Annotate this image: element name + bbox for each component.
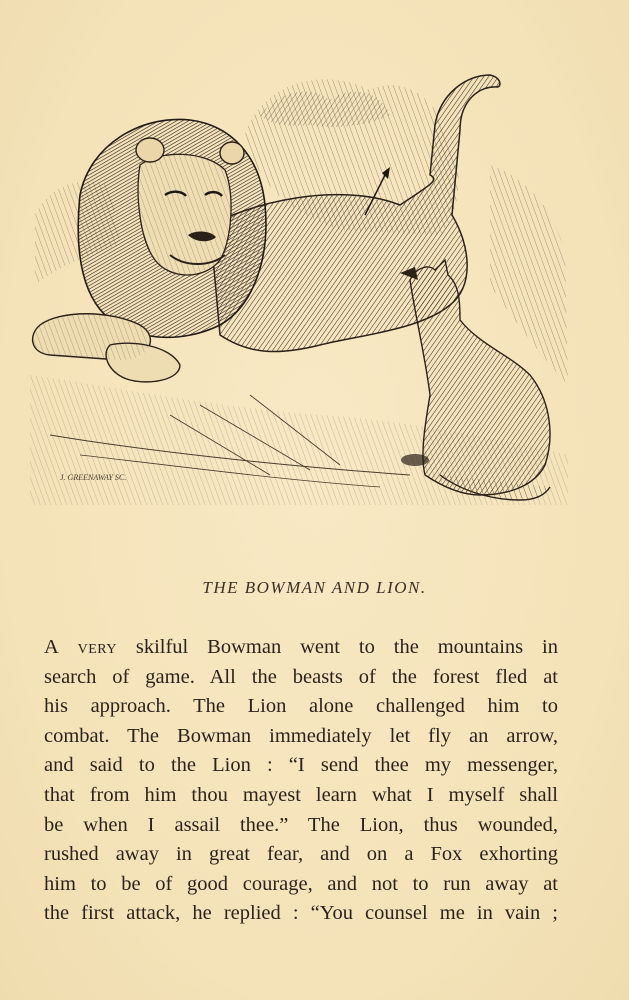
lion-fox-illustration [20,55,580,505]
text-line-3: his approach. The Lion alone challenged him to [44,695,558,718]
engraver-signature: J. GREENAWAY SC. [60,473,127,482]
text-line-4: combat. The Bowman immediately let fly an arrow, [44,724,558,747]
engraving-svg [20,55,580,505]
text-line-5: and said to the Lion : “I send thee my messenger, [44,754,558,777]
opening-small-caps: A very [44,636,117,658]
text-line-8: rushed away in great fear, and on a Fox exhorting [44,843,558,866]
text-line-9: him to be of good courage, and not to run away at [44,872,558,895]
story-title: THE BOWMAN AND LION. [202,578,427,597]
text-line-6: that from him thou mayest learn what I myself shall [44,783,558,806]
text-line-2: search of game. All the beasts of the forest fled at [44,665,558,688]
story-text [44,633,558,929]
text-line-1: A very skilful Bowman went to the mountains in [44,636,558,658]
text-line-10: the first attack, he replied : “You counsel me in vain ; [44,902,558,925]
text-line-7: be when I assail thee.” The Lion, thus wounded, [44,813,558,836]
